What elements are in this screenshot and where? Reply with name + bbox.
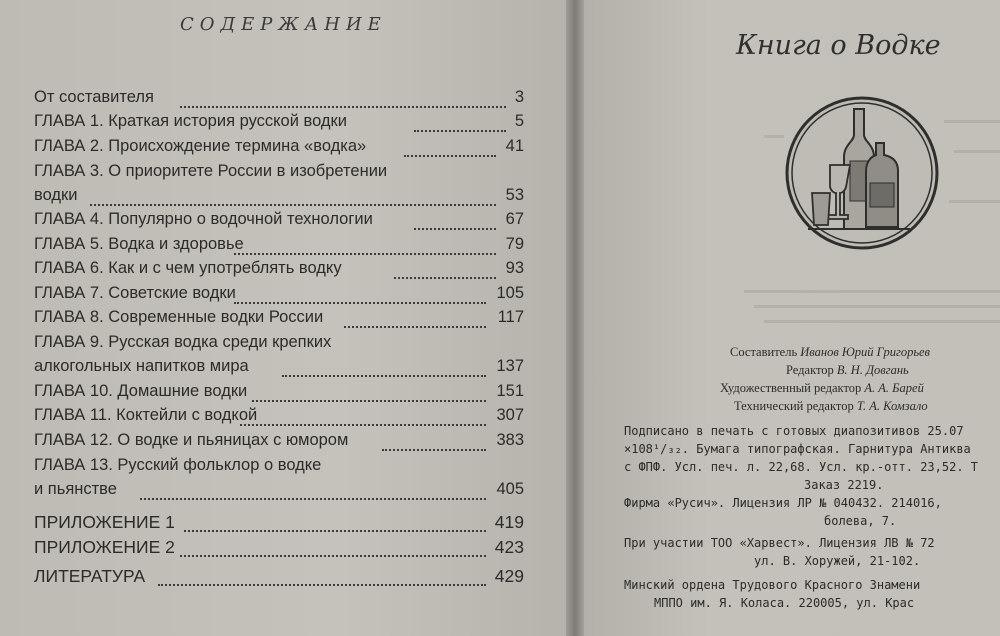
toc-entry-page: 67 [505,210,524,228]
toc-entry-title: ГЛАВА 11. Коктейли с водкой [34,406,258,424]
credit-line [720,381,924,396]
toc-leader-dots [404,153,496,157]
toc-leader-dots [234,251,496,255]
toc-entry [34,333,524,357]
toc-entry-page: 423 [494,537,524,557]
imprint-line: Фирма «Русич». Лицензия ЛР № 040432. 214016, [624,496,942,510]
toc-entry-title: ГЛАВА 13. Русский фольклор о водке [34,456,322,474]
imprint-line: Минский ордена Трудового Красного Знамени [624,578,921,592]
show-through-line [754,305,1000,308]
toc-entry-page: 383 [496,431,524,449]
toc-entry [34,431,524,455]
toc-leader-dots [180,553,486,557]
toc-entry-page: 151 [496,382,524,400]
toc-entry-page: 5 [514,112,524,130]
show-through-line [744,290,1000,293]
book-title: Книга о Водке [736,30,941,61]
toc-entry-page: 79 [505,235,524,253]
toc-leader-dots [414,128,506,132]
toc-entry [34,480,524,504]
toc-entry [34,112,524,136]
credit-role: Составитель [730,345,798,359]
toc-entry-page: 93 [505,259,524,277]
toc-entry-title: и пьянстве [34,480,117,498]
toc-entry-title: ГЛАВА 9. Русская водка среди крепких [34,333,332,351]
toc-entry [34,512,524,536]
show-through-line [949,200,1000,203]
toc-entry-title: ПРИЛОЖЕНИЕ 2 [34,537,175,557]
toc-entry [34,382,524,406]
credit-role: Редактор [786,363,834,377]
toc-entry [34,186,524,210]
toc-leader-dots [140,496,486,500]
toc-heading: СОДЕРЖАНИЕ [180,14,387,35]
toc-entry-title: ГЛАВА 10. Домашние водки [34,382,248,400]
show-through-line [944,120,1000,123]
toc-leader-dots [282,373,486,377]
toc-entry-title: алкогольных напитков мира [34,357,249,375]
toc-entry-title: водки [34,186,78,204]
toc-entry [34,456,524,480]
credit-role: Художественный редактор [720,381,862,395]
toc-entry [34,88,524,112]
toc-leader-dots [382,447,486,451]
toc-entry-title: ГЛАВА 7. Советские водки [34,284,236,302]
toc-entry [34,308,524,332]
toc-entry-title: ГЛАВА 1. Краткая история русской водки [34,112,347,130]
toc-entry [34,566,524,590]
toc-entry-page: 137 [496,357,524,375]
toc-entry-page: 105 [496,284,524,302]
toc-leader-dots [240,422,486,426]
toc-leader-dots [234,300,486,304]
toc-entry-page: 41 [505,137,524,155]
show-through-line [764,320,1000,323]
credit-line [730,345,930,360]
show-through-line [764,135,784,138]
imprint-line: ×108¹/₃₂. Бумага типографская. Гарнитура Антиква [624,442,971,456]
toc-entry-page: 405 [496,480,524,498]
toc-entry-title: ГЛАВА 5. Водка и здоровье [34,235,244,253]
imprint-line: Заказ 2219. [804,478,884,492]
imprint-line: с ФПФ. Усл. печ. л. 22,68. Усл. кр.-отт. 23,52. Т [624,460,979,474]
book-gutter [566,0,584,636]
toc-entry-page: 3 [514,88,524,106]
toc-entry-title: ГЛАВА 3. О приоритете России в изобретении [34,162,388,180]
toc-entry [34,137,524,161]
right-page [584,0,1000,636]
imprint-line: При участии ТОО «Харвест». Лицензия ЛВ № 72 [624,536,935,550]
toc-entry [34,406,524,430]
toc-leader-dots [184,528,486,532]
toc-leader-dots [394,275,496,279]
toc-leader-dots [158,582,486,586]
toc-entry [34,357,524,381]
toc-entry [34,259,524,283]
credit-line [786,363,909,378]
toc-entry [34,210,524,234]
toc-entry-page: 307 [496,406,524,424]
toc-entry-page: 419 [494,512,524,532]
show-through-line [954,150,1000,153]
credit-line [734,399,928,414]
toc-entry [34,162,524,186]
toc-entry [34,284,524,308]
toc-entry-page: 429 [494,566,524,586]
toc-entry-title: ГЛАВА 8. Современные водки России [34,308,324,326]
toc-leader-dots [344,324,486,328]
toc-entry-title: От составителя [34,88,154,106]
credit-name: Т. А. Комзало [856,399,928,413]
toc-leader-dots [252,398,486,402]
toc-entry-title: ГЛАВА 4. Популярно о водочной технологии [34,210,373,228]
toc-entry-page: 117 [497,308,524,326]
credit-name: В. Н. Довгань [836,363,909,377]
toc-entry-title: ГЛАВА 12. О водке и пьяницах с юмором [34,431,349,449]
credit-role: Технический редактор [734,399,854,413]
imprint-line: Подписано в печать с готовых диапозитивов 25.07 [624,424,964,438]
imprint-line: МППО им. Я. Коласа. 220005, ул. Крас [654,596,915,610]
bottles-and-glasses-emblem-icon [784,95,940,251]
toc-entry-title: ЛИТЕРАТУРА [34,566,146,586]
toc-leader-dots [180,104,506,108]
toc-leader-dots [90,202,496,206]
credit-name: Иванов Юрий Григорьев [800,345,930,359]
toc-entry-title: ГЛАВА 6. Как и с чем употреблять водку [34,259,342,277]
credit-name: А. А. Барей [864,381,924,395]
toc-entry-title: ПРИЛОЖЕНИЕ 1 [34,512,175,532]
imprint-line: ул. В. Хоружей, 21-102. [754,554,921,568]
toc-entry [34,537,524,561]
imprint-line: болева, 7. [824,514,897,528]
toc-leader-dots [414,226,496,230]
toc-entry-page: 53 [505,186,524,204]
toc-entry-title: ГЛАВА 2. Происхождение термина «водка» [34,137,367,155]
toc-entry [34,235,524,259]
